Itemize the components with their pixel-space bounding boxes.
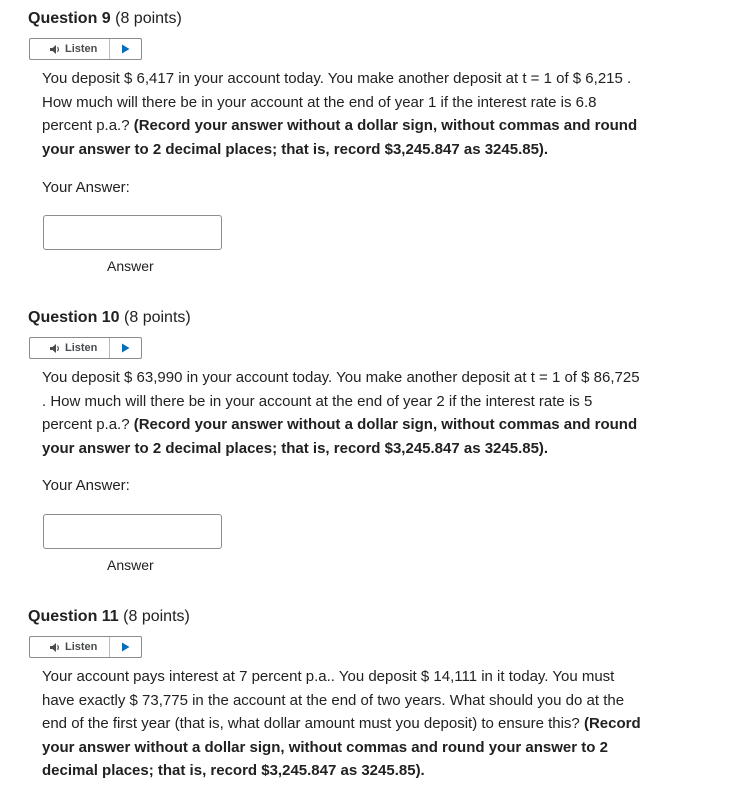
answer-input[interactable] bbox=[43, 215, 222, 250]
question-instructions: (Record your answer without a dollar sign, without commas and round your answer to 2 decimal places; that is, record $3,245.847 as 3245.85). bbox=[42, 416, 638, 457]
play-icon bbox=[121, 642, 130, 652]
listen-label: Listen bbox=[65, 641, 98, 653]
play-button[interactable] bbox=[110, 338, 141, 358]
question-points: (8 points) bbox=[118, 608, 190, 625]
question-number: Question 11 bbox=[28, 608, 119, 625]
listen-label-area[interactable] bbox=[30, 338, 110, 358]
question-prompt: Your account pays interest at 7 percent p.a.. You deposit $ 14,111 in it today. You must have exactly $ 73,775 in the account at the end of two years. What should you do at the end of the first year (that is, what dollar amount must you deposit) to ensure this? bbox=[42, 668, 625, 732]
your-answer-label: Your Answer: bbox=[42, 477, 130, 494]
question-prompt: You deposit $ 63,990 in your account today. You make another deposit at t = 1 of $ 86,725 . How much will there be in your account at the end of year 2 if the interest rate is 5 percent p.a.? bbox=[42, 369, 640, 433]
listen-label-area[interactable] bbox=[30, 39, 110, 59]
question-prompt: You deposit $ 6,417 in your account today. You make another deposit at t = 1 of $ 6,215 . How much will there be in your account at the end of year 1 if the interest rate is 6.8 percent p.a.? bbox=[42, 70, 632, 134]
listen-label: Listen bbox=[65, 43, 98, 55]
question-text bbox=[42, 67, 642, 161]
question-instructions: (Record your answer without a dollar sign, without commas and round your answer to 2 decimal places; that is, record $3,245.847 as 3245.85). bbox=[42, 715, 641, 779]
listen-button[interactable] bbox=[29, 337, 142, 359]
question-points: (8 points) bbox=[110, 10, 182, 27]
listen-label: Listen bbox=[65, 342, 98, 354]
answer-caption: Answer bbox=[107, 557, 154, 573]
speaker-icon bbox=[49, 642, 62, 653]
answer-input[interactable] bbox=[43, 514, 222, 549]
question-title bbox=[28, 309, 191, 327]
question-instructions: (Record your answer without a dollar sign, without commas and round your answer to 2 decimal places; that is, record $3,245.847 as 3245.85). bbox=[42, 117, 638, 158]
question-text bbox=[42, 665, 642, 783]
speaker-icon bbox=[49, 343, 62, 354]
question-title bbox=[28, 608, 190, 626]
play-button[interactable] bbox=[110, 637, 141, 657]
your-answer-label: Your Answer: bbox=[42, 179, 130, 196]
answer-caption: Answer bbox=[107, 258, 154, 274]
question-number: Question 9 bbox=[28, 10, 111, 27]
listen-label-area[interactable] bbox=[30, 637, 110, 657]
play-button[interactable] bbox=[110, 39, 141, 59]
question-points: (8 points) bbox=[119, 309, 191, 326]
question-number: Question 10 bbox=[28, 309, 120, 326]
speaker-icon bbox=[49, 44, 62, 55]
question-text bbox=[42, 366, 642, 460]
listen-button[interactable] bbox=[29, 38, 142, 60]
listen-button[interactable] bbox=[29, 636, 142, 658]
question-title bbox=[28, 10, 182, 28]
play-icon bbox=[121, 343, 130, 353]
play-icon bbox=[121, 44, 130, 54]
